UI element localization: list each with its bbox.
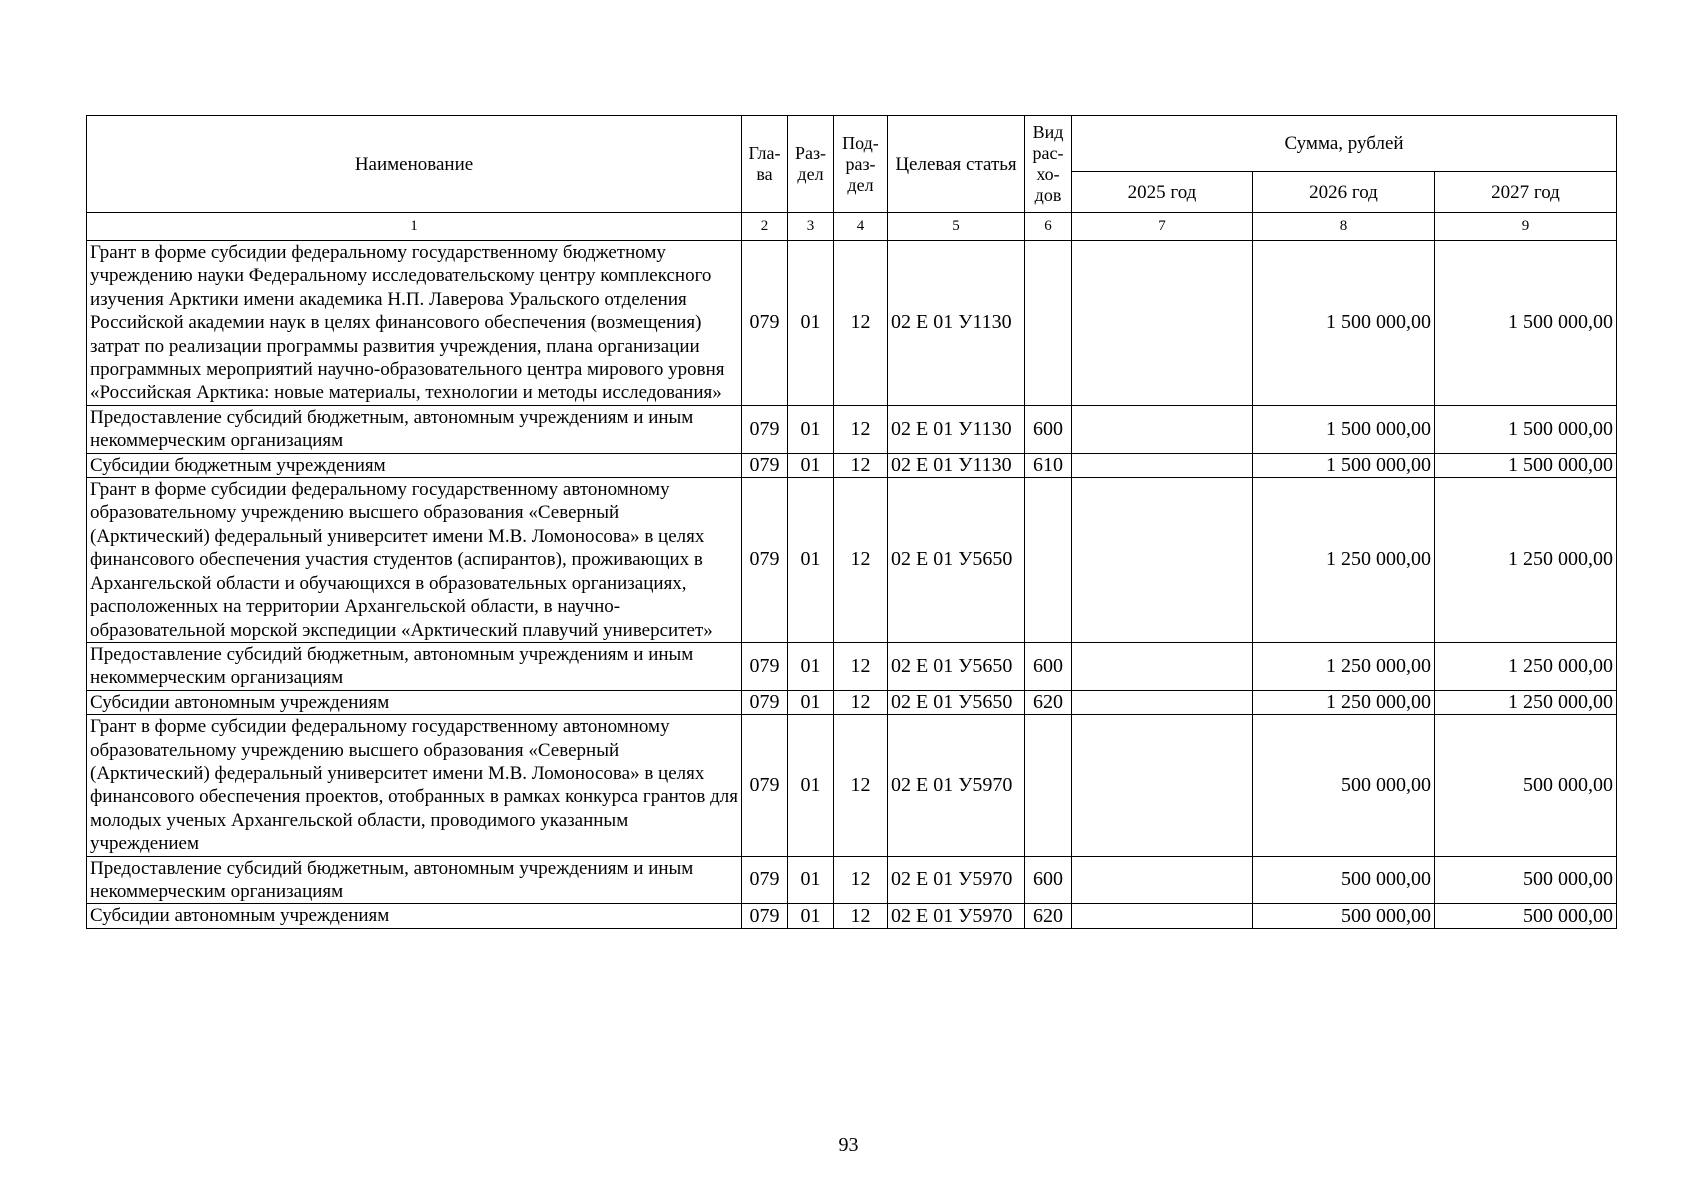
row-podrazdel: 12 (834, 241, 888, 406)
header-name: Наименование (87, 116, 742, 213)
row-sum-2025 (1072, 856, 1253, 904)
row-glava: 079 (742, 478, 788, 643)
row-vid-rashodov: 600 (1025, 856, 1072, 904)
row-vid-rashodov: 620 (1025, 690, 1072, 714)
row-razdel: 01 (788, 453, 834, 477)
row-razdel: 01 (788, 642, 834, 690)
row-razdel: 01 (788, 478, 834, 643)
row-sum-2026: 1 500 000,00 (1253, 241, 1435, 406)
column-number: 7 (1072, 213, 1253, 241)
header-podrazdel: Под-раз-дел (834, 116, 888, 213)
row-sum-2025 (1072, 453, 1253, 477)
row-glava: 079 (742, 856, 788, 904)
row-name: Субсидии бюджетным учреждениям (87, 453, 742, 477)
row-glava: 079 (742, 642, 788, 690)
row-vid-rashodov (1025, 241, 1072, 406)
row-sum-2026: 500 000,00 (1253, 715, 1435, 856)
row-razdel: 01 (788, 405, 834, 453)
header-year-2026: 2026 год (1253, 172, 1435, 213)
row-glava: 079 (742, 715, 788, 856)
row-razdel: 01 (788, 715, 834, 856)
row-sum-2025 (1072, 642, 1253, 690)
row-sum-2026: 500 000,00 (1253, 856, 1435, 904)
row-sum-2025 (1072, 904, 1253, 928)
column-number: 9 (1435, 213, 1617, 241)
header-row-top (87, 116, 1617, 172)
table-row (87, 405, 1617, 453)
row-celevaya-statya: 02 Е 01 У5650 (888, 690, 1025, 714)
column-number: 1 (87, 213, 742, 241)
row-sum-2026: 1 250 000,00 (1253, 478, 1435, 643)
table-row (87, 856, 1617, 904)
row-podrazdel: 12 (834, 453, 888, 477)
header-celevaya-statya: Целевая статья (888, 116, 1025, 213)
row-celevaya-statya: 02 Е 01 У5970 (888, 715, 1025, 856)
row-sum-2027: 1 250 000,00 (1435, 690, 1617, 714)
row-vid-rashodov: 610 (1025, 453, 1072, 477)
row-razdel: 01 (788, 856, 834, 904)
row-podrazdel: 12 (834, 478, 888, 643)
row-sum-2027: 1 500 000,00 (1435, 405, 1617, 453)
row-glava: 079 (742, 690, 788, 714)
row-sum-2025 (1072, 478, 1253, 643)
row-celevaya-statya: 02 Е 01 У5970 (888, 856, 1025, 904)
row-name: Субсидии автономным учреждениям (87, 690, 742, 714)
row-sum-2026: 1 500 000,00 (1253, 453, 1435, 477)
table-row (87, 690, 1617, 714)
row-vid-rashodov (1025, 478, 1072, 643)
header-glava: Гла-ва (742, 116, 788, 213)
row-razdel: 01 (788, 690, 834, 714)
row-celevaya-statya: 02 Е 01 У5970 (888, 904, 1025, 928)
row-sum-2025 (1072, 690, 1253, 714)
row-sum-2026: 1 250 000,00 (1253, 690, 1435, 714)
row-glava: 079 (742, 453, 788, 477)
table-row (87, 453, 1617, 477)
page-number: 93 (838, 1134, 859, 1156)
row-podrazdel: 12 (834, 856, 888, 904)
row-name: Грант в форме субсидии федеральному государственному автономному образовательному учреждению высшего образования «Северный (Арктический) федеральный университет имени М.В. Ломоносова» в целях финансового обеспечения проектов, отобранных в рамках конкурса грантов для молодых ученых Архангельской области, проводимого указанным учреждением (87, 715, 742, 856)
table-row (87, 642, 1617, 690)
column-number: 4 (834, 213, 888, 241)
column-number-row (87, 213, 1617, 241)
row-name: Предоставление субсидий бюджетным, автономным учреждениям и иным некоммерческим организациям (87, 642, 742, 690)
row-sum-2027: 1 250 000,00 (1435, 642, 1617, 690)
row-name: Субсидии автономным учреждениям (87, 904, 742, 928)
row-celevaya-statya: 02 Е 01 У1130 (888, 241, 1025, 406)
row-vid-rashodov: 620 (1025, 904, 1072, 928)
column-number: 8 (1253, 213, 1435, 241)
row-name: Грант в форме субсидии федеральному государственному бюджетному учреждению науки Федеральному исследовательскому центру комплексного изучения Арктики имени академика Н.П. Лаверова Уральского отделения Российской академии наук в целях финансового обеспечения (возмещения) затрат по реализации программы развития учреждения, плана организации программных мероприятий научно-образовательного центра мирового уровня «Российская Арктика: новые материалы, технологии и методы исследования» (87, 241, 742, 406)
row-podrazdel: 12 (834, 690, 888, 714)
row-celevaya-statya: 02 Е 01 У1130 (888, 453, 1025, 477)
header-year-2027: 2027 год (1435, 172, 1617, 213)
column-number: 5 (888, 213, 1025, 241)
header-summa: Сумма, рублей (1072, 116, 1617, 172)
column-number: 2 (742, 213, 788, 241)
row-glava: 079 (742, 405, 788, 453)
table-row (87, 478, 1617, 643)
header-year-2025: 2025 год (1072, 172, 1253, 213)
row-podrazdel: 12 (834, 405, 888, 453)
row-glava: 079 (742, 241, 788, 406)
budget-table (86, 115, 1617, 929)
row-name: Грант в форме субсидии федеральному государственному автономному образовательному учреждению высшего образования «Северный (Арктический) федеральный университет имени М.В. Ломоносова» в целях финансового обеспечения участия студентов (аспирантов), проживающих в Архангельской области и обучающихся в образовательных организациях, расположенных на территории Архангельской области, в научно-образовательной морской экспедиции «Арктический плавучий университет» (87, 478, 742, 643)
row-sum-2027: 500 000,00 (1435, 904, 1617, 928)
row-razdel: 01 (788, 904, 834, 928)
row-podrazdel: 12 (834, 904, 888, 928)
row-sum-2026: 500 000,00 (1253, 904, 1435, 928)
row-sum-2027: 500 000,00 (1435, 856, 1617, 904)
row-vid-rashodov: 600 (1025, 642, 1072, 690)
column-number: 6 (1025, 213, 1072, 241)
row-glava: 079 (742, 904, 788, 928)
row-sum-2025 (1072, 405, 1253, 453)
row-sum-2027: 1 500 000,00 (1435, 241, 1617, 406)
table-row (87, 904, 1617, 928)
row-sum-2027: 1 250 000,00 (1435, 478, 1617, 643)
row-razdel: 01 (788, 241, 834, 406)
row-sum-2025 (1072, 241, 1253, 406)
row-name: Предоставление субсидий бюджетным, автономным учреждениям и иным некоммерческим организациям (87, 405, 742, 453)
row-vid-rashodov (1025, 715, 1072, 856)
row-sum-2027: 500 000,00 (1435, 715, 1617, 856)
table-row (87, 241, 1617, 406)
row-name: Предоставление субсидий бюджетным, автономным учреждениям и иным некоммерческим организациям (87, 856, 742, 904)
row-sum-2025 (1072, 715, 1253, 856)
row-vid-rashodov: 600 (1025, 405, 1072, 453)
row-podrazdel: 12 (834, 715, 888, 856)
header-vid-rashodov: Вид рас-хо-дов (1025, 116, 1072, 213)
row-celevaya-statya: 02 Е 01 У1130 (888, 405, 1025, 453)
header-razdel: Раз-дел (788, 116, 834, 213)
row-sum-2026: 1 250 000,00 (1253, 642, 1435, 690)
row-podrazdel: 12 (834, 642, 888, 690)
column-number: 3 (788, 213, 834, 241)
row-celevaya-statya: 02 Е 01 У5650 (888, 642, 1025, 690)
row-celevaya-statya: 02 Е 01 У5650 (888, 478, 1025, 643)
row-sum-2026: 1 500 000,00 (1253, 405, 1435, 453)
row-sum-2027: 1 500 000,00 (1435, 453, 1617, 477)
table-row (87, 715, 1617, 856)
